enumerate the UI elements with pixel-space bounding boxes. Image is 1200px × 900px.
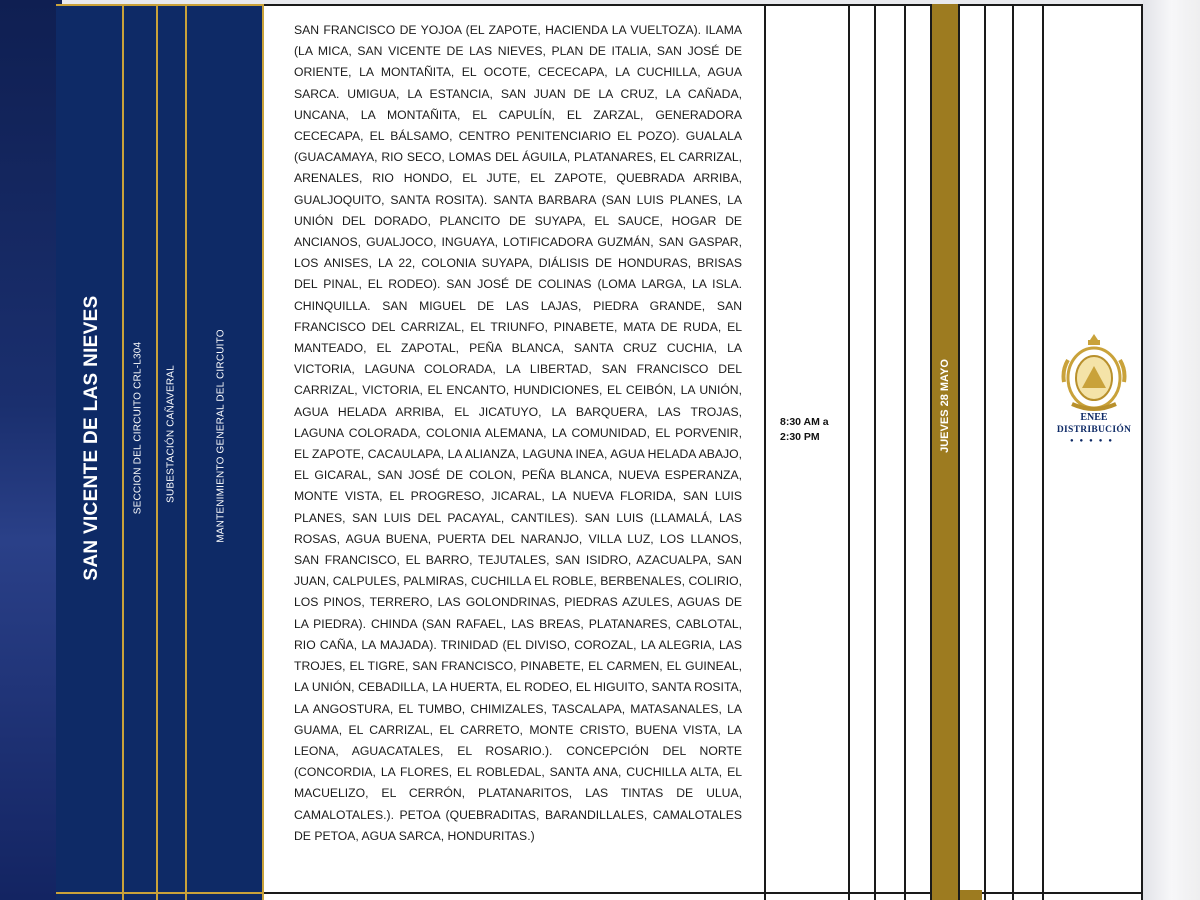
date-label: JUEVES 28 MAYO bbox=[939, 359, 951, 453]
coat-of-arms-icon bbox=[1052, 330, 1136, 412]
column-divider bbox=[262, 4, 264, 900]
sector-name: SAN VICENTE DE LAS NIEVES bbox=[81, 295, 102, 581]
column-divider bbox=[958, 4, 960, 900]
column-divider bbox=[156, 4, 158, 900]
column-divider bbox=[984, 4, 986, 900]
column-divider bbox=[874, 4, 876, 900]
enee-logo bbox=[1052, 330, 1136, 450]
logo-text-enee: ENEE bbox=[1080, 412, 1108, 423]
logo-dots: ●●●●● bbox=[1069, 438, 1119, 444]
work-type: MANTENIMIENTO GENERAL DEL CIRCUITO bbox=[215, 329, 227, 543]
schedule-time bbox=[780, 415, 852, 445]
substation-name: SUBESTACIÓN CAÑAVERAL bbox=[165, 365, 177, 503]
time-start: 8:30 AM a bbox=[780, 416, 829, 428]
background-right-panel bbox=[1143, 0, 1200, 900]
column-divider bbox=[1042, 4, 1044, 900]
column-divider bbox=[185, 4, 187, 900]
logo-text-distribucion: DISTRIBUCIÓN bbox=[1056, 425, 1132, 435]
background-left-panel bbox=[0, 0, 62, 900]
column-divider bbox=[122, 4, 124, 900]
top-gold-border bbox=[56, 4, 264, 6]
column-divider bbox=[764, 4, 766, 900]
bottom-gold-border bbox=[56, 892, 264, 894]
time-end: 2:30 PM bbox=[780, 431, 820, 443]
schedule-table bbox=[56, 4, 1143, 900]
table-right-border bbox=[1141, 4, 1143, 900]
column-divider bbox=[848, 4, 850, 900]
affected-areas-text: SAN FRANCISCO DE YOJOA (EL ZAPOTE, HACIENDA LA VUELTOZA). ILAMA (LA MICA, SAN VICENTE DE LAS NIEVES, PLAN DE ITALIA, SAN JOSÉ DE ORIENTE, LA MONTAÑITA, EL OCOTE, CECECAPA, LA CUCHILLA, AGUA SARCA. UMIGUA, LA ESTANCIA, SAN JUAN DE LA CRUZ, LA CAÑADA, UNCANA, LA MONTAÑITA, EL CAPULÍN, EL ZARZAL, GENERADORA CECECAPA, EL BÁLSAMO, CENTRO PENITENCIARIO EL POZO). GUALALA (GUACAMAYA, RIO SECO, LOMAS DEL ÁGUILA, PLATANARES, EL CARRIZAL, ARENALES, RIO HONDO, EL JUTE, EL ZAPOTE, QUEBRADA ARRIBA, GUALJOQUITO, SANTA ROSITA). SANTA BARBARA (SAN LUIS PLANES, LA UNIÓN DEL DORADO, PLANCITO DE SUYAPA, EL SAUCE, HOGAR DE ANCIANOS, GUALJOCO, INGUAYA, LOTIFICADORA GUZMÁN, SAN GASPAR, LOS ANISES, LA 22, COLONIA SUYAPA, DIÁLISIS DE HONDURAS, BRISAS DEL PINAL, EL RODEO). SAN JOSÉ DE COLINAS (LOMA LARGA, LA ISLA. CHINQUILLA. SAN MIGUEL DE LAS LAJAS, PIEDRA GRANDE, SAN FRANCISCO DEL CARRIZAL, EL TRIUNFO, PINABETE, MATA DE RUDA, EL MANTEADO, EL ZAPOTAL, PEÑA BLANCA, SANTA CRUZ CUCHIA, LA VICTORIA, LAGUNA COLORADA, LA LIBERTAD, SAN FRANCISCO DEL CARRIZAL, VICTORIA, EL ENCANTO, HUNDICIONES, EL CEIBÓN, LA UNIÓN, AGUA HELADA ARRIBA, EL JICATUYO, LA BARQUERA, LAS TROJAS, LAGUNA COLORADA, COLONIA ALEMANA, LA COMUNIDAD, EL PORVENIR, EL ZAPOTE, CACAULAPA, LA ALIANZA, LAGUNA INEA, AGUA HELADA ABAJO, EL GICARAL, SAN JOSÉ DE COLON, PEÑA BLANCA, NUEVA ESPERANZA, MONTE VISTA, EL PROGRESO, JICARAL, LA NUEVA FLORIDA, SAN LUIS PLANES, SAN LUIS DEL PACAYAL, CANTILES). SAN LUIS (LLAMALÁ, LAS ROSAS, AGUA BUENA, PUERTA DEL NARANJO, VILLA LUZ, LOS LLANOS, SAN FRANCISCO, EL BARRO, TEJUTALES, SAN ISIDRO, AZACUALPA, SAN JUAN, CALPULES, PALMIRAS, CUCHILLA EL ROBLE, BERBENALES, COLIRIO, LOS PINOS, TERRERO, LAS GOLONDRINAS, PIEDRAS AZULES, AGUAS DE LA PIEDRA). CHINDA (SAN RAFAEL, LAS BREAS, PLATANARES, CABLOTAL, RIO CAÑA, LA MAJADA). TRINIDAD (EL DIVISO, COROZAL, LA ALEGRIA, LAS TROJES, EL TIGRE, SAN FRANCISCO, PINABETE, EL CARMEN, EL GUINEAL, LA UNIÓN, CEBADILLA, LA HUERTA, EL RODEO, EL HIGUITO, SANTA ROSITA, LA ANGOSTURA, EL TUMBO, CHIMIZALES, TASCALAPA, MATASANALES, LA GUAMA, EL CARRIZAL, EL CARRETO, MONTE CRISTO, BUENA VISTA, LA LEONA, AGUACATALES, EL ROSARIO.). CONCEPCIÓN DEL NORTE (CONCORDIA, LA FLORES, EL ROBLEDAL, SANTA ANA, CUCHILLA ALTA, EL MACUELIZO, EL CERRÓN, PLATANARITOS, LAS TINTAS DE ULUA, CAMALOTALES.). PETOA (QUEBRADITAS, BARANDILLALES, CAMALOTALES DE PETOA, AGUA SARCA, HONDURITAS.) bbox=[294, 23, 742, 843]
next-date-column-edge bbox=[960, 890, 982, 900]
column-divider bbox=[1012, 4, 1014, 900]
circuit-section: SECCION DEL CIRCUITO CRL-L304 bbox=[132, 341, 144, 515]
column-divider bbox=[904, 4, 906, 900]
